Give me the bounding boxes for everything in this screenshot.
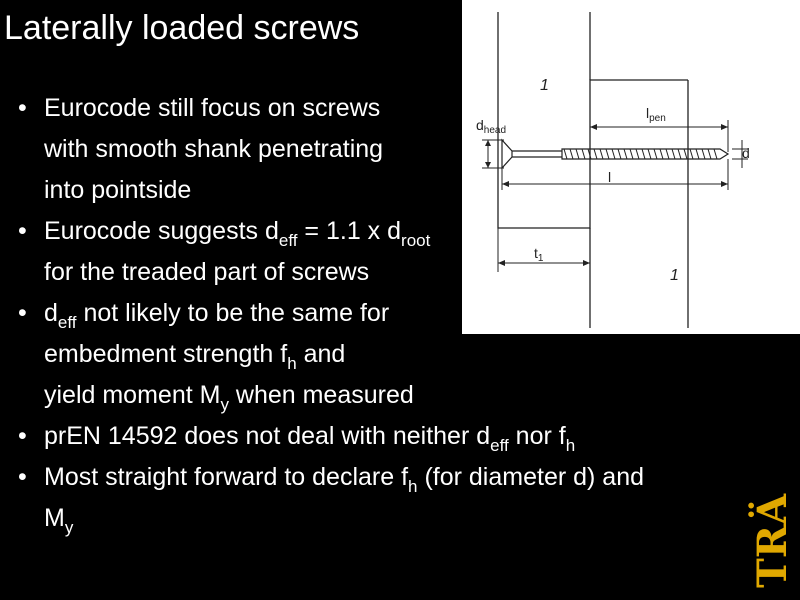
screw-connection-diagram xyxy=(462,0,800,334)
label-t1: $t_1$ xyxy=(534,245,544,264)
bullet-line: • prEN 14592 does not deal with neither $d_{eff}$ nor $f_h$ xyxy=(44,422,576,455)
diagram-svg xyxy=(462,0,800,334)
label-l: l xyxy=(608,169,612,185)
dimension-arrow xyxy=(721,124,728,130)
bullet-item xyxy=(18,416,778,457)
tra-logo xyxy=(749,440,796,590)
bullet-line: for the treaded part of screws xyxy=(44,258,370,286)
screw-thread-lines xyxy=(564,149,717,159)
dimension-arrow xyxy=(498,260,505,266)
bullet-line: into pointside xyxy=(44,176,192,204)
label-lpen: $l_{pen}$ xyxy=(646,105,666,124)
bullet-line: • Eurocode suggests $d_{eff} = 1.1$ x $d_{root}$ xyxy=(44,217,431,250)
label-d: d xyxy=(742,145,750,161)
slide-title: Laterally loaded screws xyxy=(4,9,360,47)
dimension-arrow xyxy=(485,140,491,146)
dimension-arrow xyxy=(721,181,728,187)
screw-head xyxy=(502,140,512,168)
member-1-mark: 1 xyxy=(540,77,549,94)
bullet-line: embedment strength $f_h$ and xyxy=(44,340,346,373)
bullet-line: • $d_{eff}$ not likely to be the same for xyxy=(44,299,390,332)
label-dhead: $d_{head}$ xyxy=(476,117,507,136)
dimension-arrow xyxy=(485,162,491,168)
screw xyxy=(502,140,728,168)
bullet-line: with smooth shank penetrating xyxy=(44,135,384,163)
bullet-line: $M_y$ xyxy=(44,504,74,537)
tra-logo-svg xyxy=(749,440,796,590)
bullet-line: • Eurocode still focus on screws xyxy=(44,94,381,122)
logo-text: TRÄ xyxy=(749,493,796,588)
dimension-arrow xyxy=(590,124,597,130)
dimension-arrow xyxy=(502,181,509,187)
bullet-line: yield moment $M_y$ when measured xyxy=(44,381,414,414)
bullet-item xyxy=(18,457,778,539)
member-2-mark: 1 xyxy=(670,267,679,284)
bullet-line: • Most straight forward to declare $f_h$ (for diameter d) and xyxy=(44,463,645,496)
dimension-arrow xyxy=(583,260,590,266)
